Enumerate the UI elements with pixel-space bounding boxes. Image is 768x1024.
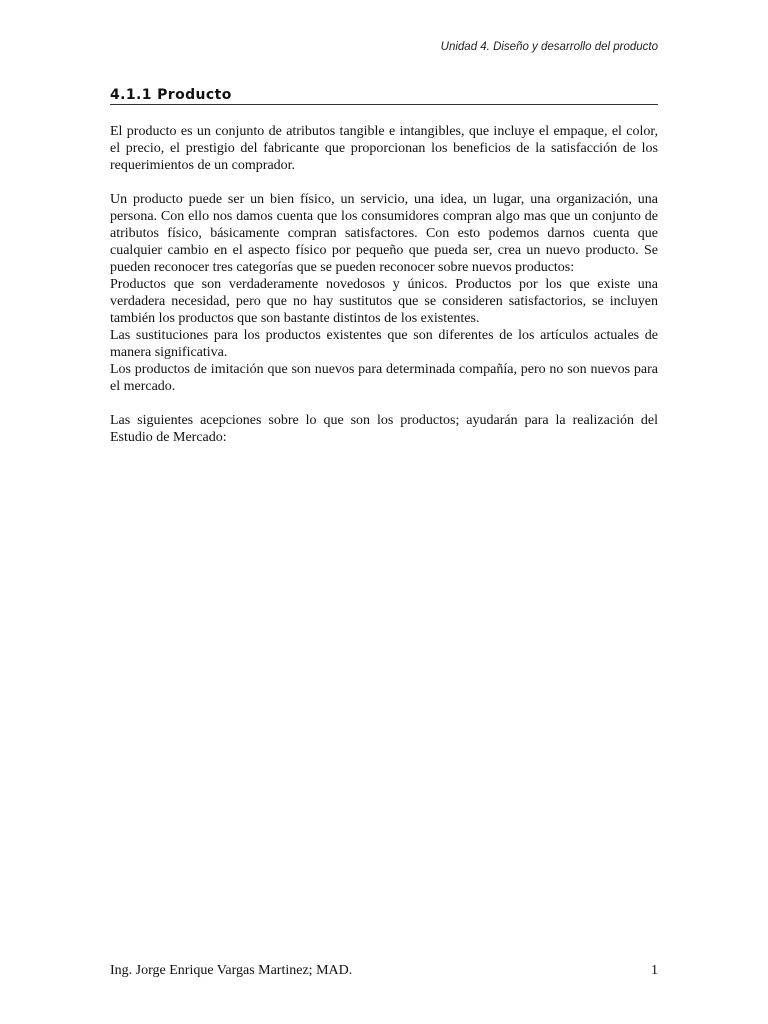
paragraph-category-imitation: Los productos de imitación que son nuevos para determinada compañía, pero no son nuevos para el mercado. bbox=[110, 362, 658, 394]
paragraph-category-substitutions: Las sustituciones para los productos existentes que son diferentes de los artículos actuales de manera significativa. bbox=[110, 328, 658, 360]
paragraph-definition: El producto es un conjunto de atributos tangible e intangibles, que incluye el empaque, el color, el precio, el prestigio del fabricante que proporcionan los beneficios de la satisfacción de los requerimientos de un comprador. bbox=[110, 124, 658, 173]
page-number: 1 bbox=[651, 963, 658, 978]
body-text bbox=[110, 123, 658, 446]
section-heading: 4.1.1 Producto bbox=[110, 87, 658, 105]
page-footer bbox=[110, 963, 658, 979]
paragraph-acceptions: Las siguientes acepciones sobre lo que son los productos; ayudarán para la realización del Estudio de Mercado: bbox=[110, 413, 658, 445]
running-header: Unidad 4. Diseño y desarrollo del producto bbox=[440, 41, 658, 53]
footer-author: Ing. Jorge Enrique Vargas Martinez; MAD. bbox=[110, 963, 353, 978]
paragraph-category-novel: Productos que son verdaderamente novedosos y únicos. Productos por los que existe una verdadera necesidad, pero que no hay sustitutos que se consideren satisfactorios, se incluyen también los productos que son bastante distintos de los existentes. bbox=[110, 277, 658, 326]
paragraph-product-types: Un producto puede ser un bien físico, un servicio, una idea, un lugar, una organización, una persona. Con ello nos damos cuenta que los consumidores compran algo mas que un conjunto de atributos físico, básicamente compran satisfactores. Con esto podemos darnos cuenta que cualquier cambio en el aspecto físico por pequeño que pueda ser, crea un nuevo producto. Se pueden reconocer tres categorías que se pueden reconocer sobre nuevos productos: bbox=[110, 192, 658, 275]
